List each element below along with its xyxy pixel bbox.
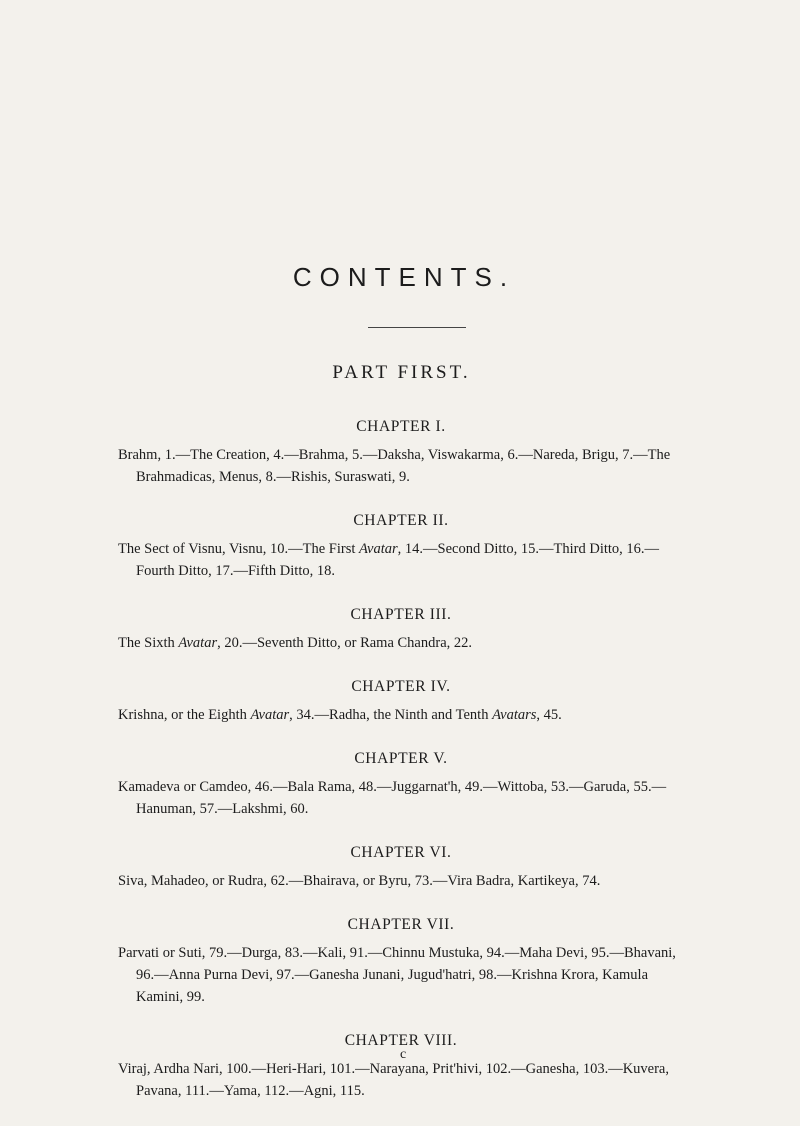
chapter-heading: CHAPTER VII. (347, 916, 455, 933)
chapter-entry (118, 512, 684, 582)
chapter-summary (118, 870, 684, 892)
summary-text: Viraj, Ardha Nari, 100.—Heri-Hari, 101.—Narayana, Prit'hivi, 102.—Ganesha, 103.—Kuvera, Pavana, 111.—Yama, 112.—Agni, 115. (118, 1061, 669, 1099)
chapter-summary (118, 538, 684, 582)
chapter-entry (118, 678, 684, 726)
chapter-entry (118, 750, 684, 820)
chapter-heading: CHAPTER V. (354, 750, 448, 767)
chapter-heading: CHAPTER I. (356, 418, 446, 435)
chapter-entry (118, 606, 684, 654)
summary-text: Parvati or Suti, 79.—Durga, 83.—Kali, 91.—Chinnu Mustuka, 94.—Maha Devi, 95.—Bhavani, 96.—Anna Purna Devi, 97.—Ganesha Junani, Jugud'hatri, 98.—Krishna Krora, Kamula Kamini, 99. (118, 945, 676, 1005)
chapter-summary (118, 704, 684, 726)
summary-text: The Sixth (118, 635, 179, 651)
summary-text: The Sect of Visnu, Visnu, 10.—The First (118, 541, 359, 557)
chapter-entry (118, 1032, 684, 1102)
chapter-entry (118, 844, 684, 892)
italic-term: Avatar (178, 635, 218, 651)
chapter-summary (118, 444, 684, 488)
summary-text: Krishna, or the Eighth (118, 707, 251, 723)
chapter-heading: CHAPTER IV. (351, 678, 451, 695)
chapter-heading: CHAPTER II. (353, 512, 449, 529)
italic-term: Avatars (492, 707, 537, 723)
summary-text: , 34.—Radha, the Ninth and Tenth (289, 707, 493, 723)
page-title: CONTENTS. (292, 262, 516, 292)
part-heading: PART FIRST. (332, 362, 471, 383)
summary-text: Siva, Mahadeo, or Rudra, 62.—Bhairava, or Byru, 73.—Vira Badra, Kartikeya, 74. (118, 873, 601, 889)
chapter-summary (118, 942, 684, 1008)
italic-term: Avatar (359, 541, 398, 557)
chapter-entry (118, 418, 684, 488)
chapter-summary (118, 632, 684, 654)
chapter-entry (118, 916, 684, 1008)
chapter-list (118, 418, 684, 1126)
summary-text: Brahm, 1.—The Creation, 4.—Brahma, 5.—Daksha, Viswakarma, 6.—Nareda, Brigu, 7.—The Brahmadicas, Menus, 8.—Rishis, Suraswati, 9. (118, 447, 671, 485)
summary-text: , 45. (536, 707, 562, 723)
signature-mark: c (400, 1047, 407, 1062)
title-divider (368, 327, 466, 328)
chapter-summary (118, 776, 684, 820)
italic-term: Avatar (250, 707, 290, 723)
chapter-heading: CHAPTER VI. (350, 844, 452, 861)
summary-text: , 14.—Second Ditto, 15.—Third Ditto, 16.—Fourth Ditto, 17.—Fifth Ditto, 18. (136, 541, 660, 579)
chapter-heading: CHAPTER III. (350, 606, 452, 623)
chapter-heading: CHAPTER VIII. (344, 1032, 458, 1049)
summary-text: , 20.—Seventh Ditto, or Rama Chandra, 22. (217, 635, 473, 651)
summary-text: Kamadeva or Camdeo, 46.—Bala Rama, 48.—Juggarnat'h, 49.—Wittoba, 53.—Garuda, 55.—Hanuman, 57.—Lakshmi, 60. (118, 779, 667, 817)
chapter-summary (118, 1058, 684, 1102)
